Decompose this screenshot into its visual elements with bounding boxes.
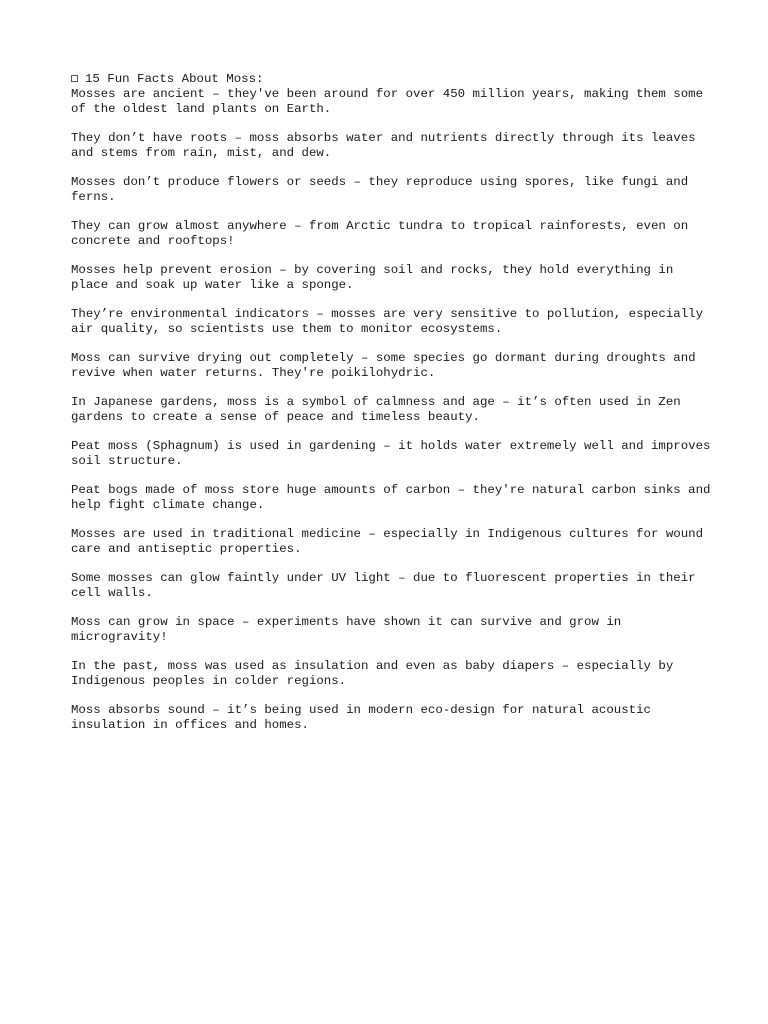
document-title-text: 15 Fun Facts About Moss:: [85, 72, 264, 86]
fact-paragraph: They’re environmental indicators – mosses are very sensitive to pollution, especially air quality, so scientists use them to monitor ecosystems.: [71, 307, 704, 336]
fact-paragraph: Moss can survive drying out completely – some species go dormant during droughts and revive when water returns. They're poikilohydric.: [71, 351, 696, 380]
fact-paragraph: Moss can grow in space – experiments have shown it can survive and grow in microgravity!: [71, 615, 622, 644]
fact-paragraph: Moss absorbs sound – it’s being used in modern eco-design for natural acoustic insulation in offices and homes.: [71, 703, 651, 732]
fact-paragraph: Mosses are ancient – they've been around for over 450 million years, making them some of the oldest land plants on Earth.: [71, 87, 704, 116]
fact-paragraph: In the past, moss was used as insulation and even as baby diapers – especially by Indigenous peoples in colder regions.: [71, 659, 674, 688]
document-body: [71, 72, 711, 747]
fact-paragraph: They don’t have roots – moss absorbs water and nutrients directly through its leaves and stems from rain, mist, and dew.: [71, 131, 696, 160]
document-title: [71, 72, 711, 87]
fact-paragraph: Peat bogs made of moss store huge amounts of carbon – they're natural carbon sinks and help fight climate change.: [71, 483, 711, 512]
fact-paragraph: In Japanese gardens, moss is a symbol of calmness and age – it’s often used in Zen gardens to create a sense of peace and timeless beauty.: [71, 395, 681, 424]
fact-paragraph: Peat moss (Sphagnum) is used in gardening – it holds water extremely well and improves soil structure.: [71, 439, 711, 468]
fact-paragraph: Mosses help prevent erosion – by covering soil and rocks, they hold everything in place and soak up water like a sponge.: [71, 263, 674, 292]
fact-list: [71, 87, 711, 733]
fact-paragraph: Some mosses can glow faintly under UV light – due to fluorescent properties in their cell walls.: [71, 571, 696, 600]
fact-paragraph: They can grow almost anywhere – from Arctic tundra to tropical rainforests, even on concrete and rooftops!: [71, 219, 689, 248]
fact-paragraph: Mosses are used in traditional medicine – especially in Indigenous cultures for wound care and antiseptic properties.: [71, 527, 704, 556]
fact-paragraph: Mosses don’t produce flowers or seeds – they reproduce using spores, like fungi and ferns.: [71, 175, 689, 204]
box-glyph-icon: [71, 75, 78, 82]
